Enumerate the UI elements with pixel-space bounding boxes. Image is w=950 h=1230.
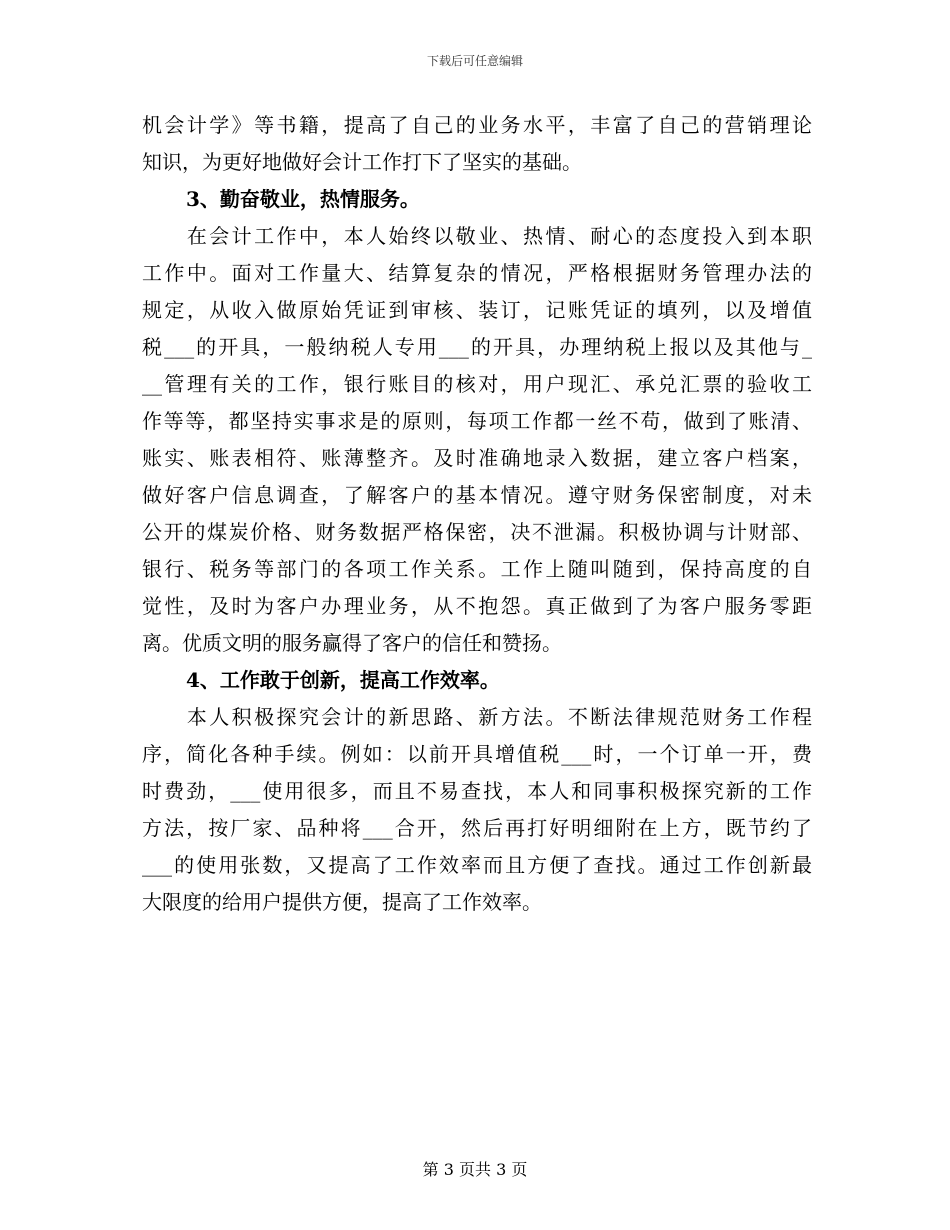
page-header: 下载后可任意编辑 bbox=[426, 54, 523, 68]
paragraph-service bbox=[142, 218, 812, 662]
text-line: 本人积极探究会计的新思路、新方法。不断法律规范财务工作程 bbox=[142, 705, 812, 729]
text-line: 知识，为更好地做好会计工作打下了坚实的基础。 bbox=[142, 150, 582, 174]
text-line: 账实、账表相符、账薄整齐。及时准确地录入数据，建立客户档案， bbox=[142, 446, 812, 470]
text-line: 工作中。面对工作量大、结算复杂的情况，严格根据财务管理办法的 bbox=[142, 261, 812, 285]
paragraph-innovation bbox=[142, 699, 812, 921]
text-line: 规定，从收入做原始凭证到审核、装订，记账凭证的填列，以及增值 bbox=[142, 298, 812, 322]
text-line: 税___的开具，一般纳税人专用___的开具，办理纳税上报以及其他与_ bbox=[142, 335, 812, 359]
text-line: 大限度的给用户提供方便，提高了工作效率。 bbox=[142, 890, 542, 914]
text-line: 机会计学》等书籍，提高了自己的业务水平，丰富了自己的营销理论 bbox=[142, 113, 812, 137]
text-line: 银行、税务等部门的各项工作关系。工作上随叫随到，保持高度的自 bbox=[142, 557, 812, 581]
paragraph-continued bbox=[142, 107, 812, 181]
page-footer: 第 3 页共 3 页 bbox=[422, 1160, 528, 1179]
text-line: 时费劲，___使用很多，而且不易查找，本人和同事积极探究新的工作 bbox=[142, 779, 812, 803]
text-line: 作等等，都坚持实事求是的原则，每项工作都一丝不苟，做到了账清、 bbox=[142, 409, 812, 433]
text-line: ___的使用张数，又提高了工作效率而且方便了查找。通过工作创新最 bbox=[142, 853, 812, 877]
section-heading-3: 3、勤奋敬业，热情服务。 bbox=[186, 187, 420, 211]
text-line: 离。优质文明的服务赢得了客户的信任和赞扬。 bbox=[142, 631, 562, 655]
text-line: 序，简化各种手续。例如：以前开具增值税___时，一个订单一开，费 bbox=[142, 742, 812, 766]
text-line: 觉性，及时为客户办理业务，从不抱怨。真正做到了为客户服务零距 bbox=[142, 594, 812, 618]
text-line: 做好客户信息调查，了解客户的基本情况。遵守财务保密制度，对未 bbox=[142, 483, 812, 507]
text-line: 公开的煤炭价格、财务数据严格保密，决不泄漏。积极协调与计财部、 bbox=[142, 520, 812, 544]
section-heading-4: 4、工作敢于创新，提高工作效率。 bbox=[186, 668, 500, 692]
text-line: __管理有关的工作，银行账目的核对，用户现汇、承兑汇票的验收工 bbox=[142, 372, 812, 396]
document-body bbox=[142, 107, 812, 921]
text-line: 在会计工作中，本人始终以敬业、热情、耐心的态度投入到本职 bbox=[142, 224, 812, 248]
text-line: 方法，按厂家、品种将___合开，然后再打好明细附在上方，既节约了 bbox=[142, 816, 812, 840]
